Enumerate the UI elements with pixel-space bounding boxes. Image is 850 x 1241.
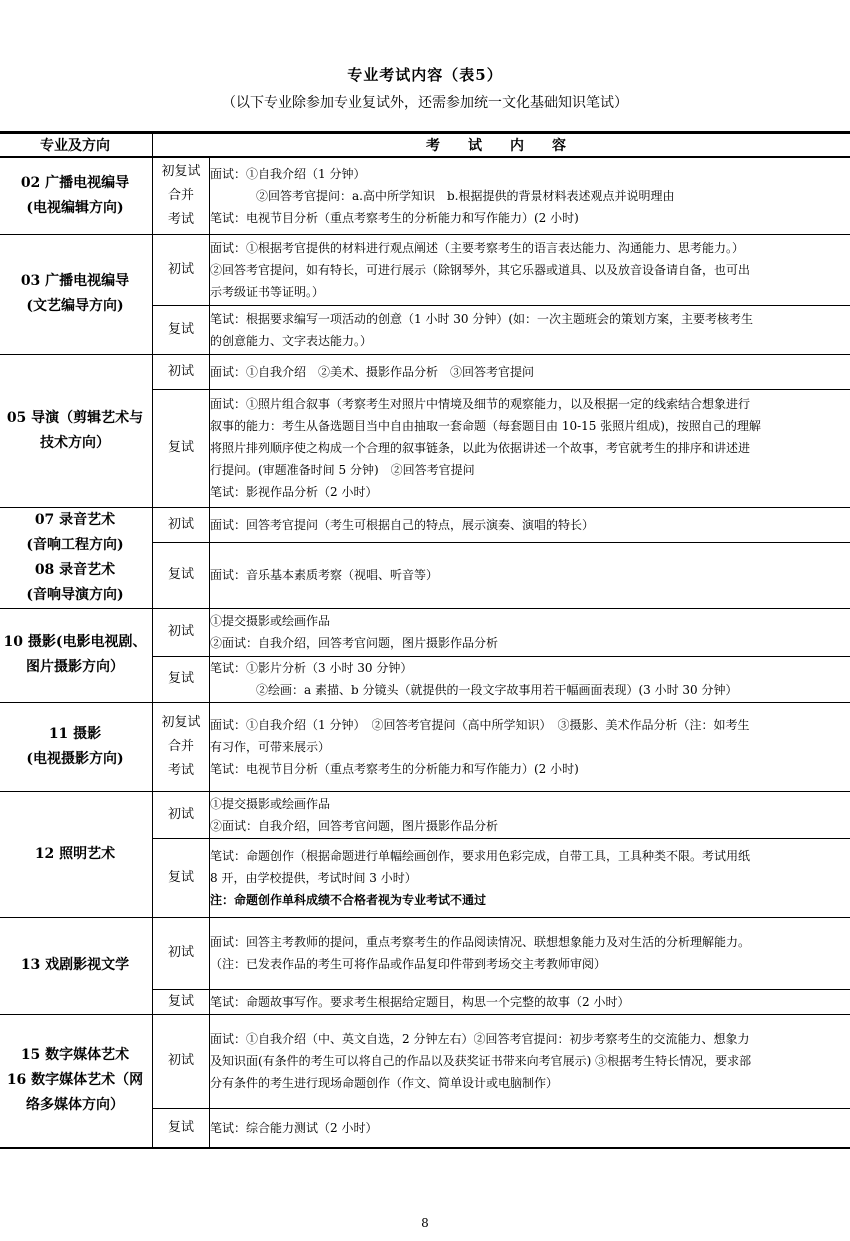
stage-label: 考试	[167, 762, 194, 778]
header-major: 专业及方向	[0, 133, 153, 158]
major-direction: 图片摄影方向）	[26, 659, 124, 675]
content-cell	[210, 1014, 850, 1108]
table-header-row	[0, 133, 850, 158]
stage-cell: 初试	[153, 234, 210, 305]
content-cell	[210, 702, 850, 791]
content-cell	[210, 157, 850, 234]
major-cell	[0, 702, 153, 791]
stage-cell: 初试	[153, 354, 210, 389]
major-name: 15 数字媒体艺术	[20, 1047, 130, 1064]
content-line: （注：已发表作品的考生可将作品或作品复印件带到考场交主考教师审阅）	[210, 957, 607, 971]
table-row	[0, 702, 850, 791]
content-line: 笔试：综合能力测试（2 小时）	[210, 1120, 378, 1135]
content-cell	[210, 542, 850, 608]
stage-cell: 初试	[153, 1014, 210, 1108]
content-line: 行提问。(审题准备时间 5 分钟) ②回答考官提问	[210, 463, 475, 477]
content-cell	[210, 989, 850, 1014]
content-line: ②回答考官提问，如有特长，可进行展示（除钢琴外，其它乐器或道具、以及放音设备请自备，也可出	[210, 262, 751, 277]
major-direction: 络多媒体方向）	[26, 1097, 124, 1114]
stage-cell: 初试	[153, 791, 210, 838]
stage-cell: 初试	[153, 917, 210, 989]
content-cell	[210, 354, 850, 389]
content-line: 面试：①自我介绍（中、英文自选，2 分钟左右）②回答考官提问：初步考察考生的交流能力、想象力	[210, 1032, 750, 1046]
stage-cell: 复试	[153, 1108, 210, 1148]
content-cell	[210, 838, 850, 917]
page-title: 专业考试内容（表5）	[347, 66, 503, 84]
major-direction: (文艺编导方向)	[26, 298, 124, 314]
header-content: 考试内容	[153, 133, 850, 158]
content-line: 笔试：影视作品分析（2 小时）	[210, 485, 378, 499]
content-line: 8 开，由学校提供，考试时间 3 小时）	[210, 870, 417, 885]
stage-cell: 复试	[153, 542, 210, 608]
content-line: ②绘画：a 素描、b 分镜头（就提供的一段文字故事用若干幅画面表现）(3 小时 30 分钟）	[256, 683, 738, 697]
content-cell	[210, 305, 850, 354]
page-number: 8	[421, 1216, 429, 1230]
stage-cell: 复试	[153, 989, 210, 1014]
table-row	[0, 1014, 850, 1108]
content-line: 笔试：电视节目分析（重点考察考生的分析能力和写作能力）(2 小时)	[210, 761, 579, 776]
content-cell	[210, 389, 850, 507]
content-line: 笔试：命题故事写作。要求考生根据给定题目，构思一个完整的故事（2 小时）	[210, 994, 630, 1009]
content-line: 笔试：电视节目分析（重点考察考生的分析能力和写作能力）(2 小时)	[210, 210, 579, 225]
table-row	[0, 157, 850, 234]
stage-cell: 复试	[153, 305, 210, 354]
major-cell	[0, 157, 153, 234]
stage-cell: 复试	[153, 656, 210, 702]
stage-label: 合并	[167, 738, 194, 754]
content-line: 面试：①自我介绍 ②美术、摄影作品分析 ③回答考官提问	[210, 364, 535, 379]
table-row	[0, 791, 850, 838]
content-line: 面试：①自我介绍（1 分钟） ②回答考官提问（高中所学知识） ③摄影、美术作品分析（注：如考生	[210, 717, 750, 732]
stage-label: 初复试	[161, 714, 201, 730]
content-cell	[210, 917, 850, 989]
content-line: ①提交摄影或绘画作品	[210, 614, 331, 628]
content-line: 笔试：①影片分析（3 小时 30 分钟）	[210, 661, 413, 675]
stage-label: 考试	[167, 211, 194, 227]
major-cell	[0, 354, 153, 507]
major-cell	[0, 1014, 153, 1148]
major-cell	[0, 791, 153, 917]
content-line: 有习作，可带来展示）	[210, 739, 331, 754]
major-name: 07 录音艺术	[34, 511, 116, 528]
content-line: ②面试：自我介绍，回答考官问题，图片摄影作品分析	[210, 636, 499, 650]
major-name: 12 照明艺术	[34, 845, 116, 862]
major-direction: (电视编辑方向)	[26, 199, 124, 216]
major-cell	[0, 234, 153, 354]
major-name: 11 摄影	[48, 725, 102, 742]
exam-content-table	[0, 131, 850, 1149]
major-direction: 技术方向）	[40, 434, 110, 451]
content-line: 笔试：命题创作（根据命题进行单幅绘画创作，要求用色彩完成，自带工具，工具种类不限。考试用纸	[210, 848, 751, 863]
content-line: 及知识面(有条件的考生可以将自己的作品以及获奖证书带来向考官展示) ③根据考生特长情况，要求部	[210, 1054, 752, 1068]
content-line: 笔试：根据要求编写一项活动的创意（1 小时 30 分钟）(如：一次主题班会的策划方案，主要考核考生	[210, 311, 754, 326]
major-name: 13 戏剧影视文学	[20, 957, 130, 973]
content-line: 叙事的能力：考生从备选题目当中自由抽取一套命题（每套题目由 10-15 张照片组成)，按照自己的理解	[210, 419, 761, 433]
stage-cell: 初试	[153, 608, 210, 656]
content-cell	[210, 791, 850, 838]
table-row	[0, 507, 850, 542]
stage-cell: 复试	[153, 389, 210, 507]
content-line: 面试：音乐基本素质考察（视唱、听音等）	[210, 568, 439, 583]
stage-cell	[153, 157, 210, 234]
content-line: ②面试：自我介绍，回答考官问题，图片摄影作品分析	[210, 818, 499, 833]
table-row	[0, 354, 850, 389]
content-line: 面试：回答主考教师的提问，重点考察考生的作品阅读情况、联想想象能力及对生活的分析理解能力。	[210, 935, 751, 949]
stage-cell: 复试	[153, 838, 210, 917]
table-row	[0, 608, 850, 656]
major-direction: (电视摄影方向)	[26, 750, 124, 767]
major-name: 16 数字媒体艺术（网	[6, 1072, 144, 1089]
content-cell	[210, 1108, 850, 1148]
table-row	[0, 234, 850, 305]
stage-label: 初复试	[161, 163, 201, 179]
note-text: 注：命题创作单科成绩不合格者视为专业考试不通过	[210, 892, 487, 907]
major-name: 10 摄影(电影电视剧、	[3, 634, 147, 650]
content-line: 面试：①照片组合叙事（考察考生对照片中情境及细节的观察能力，以及根据一定的线索结合想象进行	[210, 397, 751, 411]
content-line: 面试：回答考官提问（考生可根据自己的特点，展示演奏、演唱的特长）	[210, 517, 595, 532]
content-cell	[210, 608, 850, 656]
major-name: 02 广播电视编导	[20, 174, 130, 191]
content-line: 示考级证书等证明。）	[210, 284, 325, 299]
content-line: 将照片排列顺序使之构成一个合理的叙事链条，以此为依据讲述一个故事，考官就考生的排序和讲述进	[210, 441, 751, 455]
major-name: 08 录音艺术	[34, 561, 116, 578]
content-line: 面试：①根据考官提供的材料进行观点阐述（主要考察考生的语言表达能力、沟通能力、思考能力。）	[210, 240, 745, 255]
content-line: 的创意能力、文字表达能力。）	[210, 333, 373, 348]
table-row	[0, 917, 850, 989]
content-cell	[210, 656, 850, 702]
major-cell	[0, 917, 153, 1014]
major-name: 05 导演（剪辑艺术与	[6, 409, 144, 426]
major-cell	[0, 507, 153, 608]
content-cell	[210, 507, 850, 542]
stage-cell: 初试	[153, 507, 210, 542]
content-line: ①提交摄影或绘画作品	[210, 796, 331, 811]
content-line: 分有条件的考生进行现场命题创作（作文、简单设计或电脑制作）	[210, 1076, 559, 1090]
content-line: 面试：①自我介绍（1 分钟）	[210, 166, 366, 181]
major-direction: (音响工程方向)	[26, 536, 124, 553]
page-subtitle: （以下专业除参加专业复试外，还需参加统一文化基础知识笔试）	[222, 95, 628, 111]
major-name: 03 广播电视编导	[20, 273, 130, 289]
stage-label: 合并	[167, 187, 194, 203]
content-cell	[210, 234, 850, 305]
content-line: ②回答考官提问：a.高中所学知识 b.根据提供的背景材料表述观点并说明理由	[256, 188, 675, 203]
stage-cell	[153, 702, 210, 791]
major-cell	[0, 608, 153, 702]
major-direction: (音响导演方向)	[26, 586, 124, 603]
